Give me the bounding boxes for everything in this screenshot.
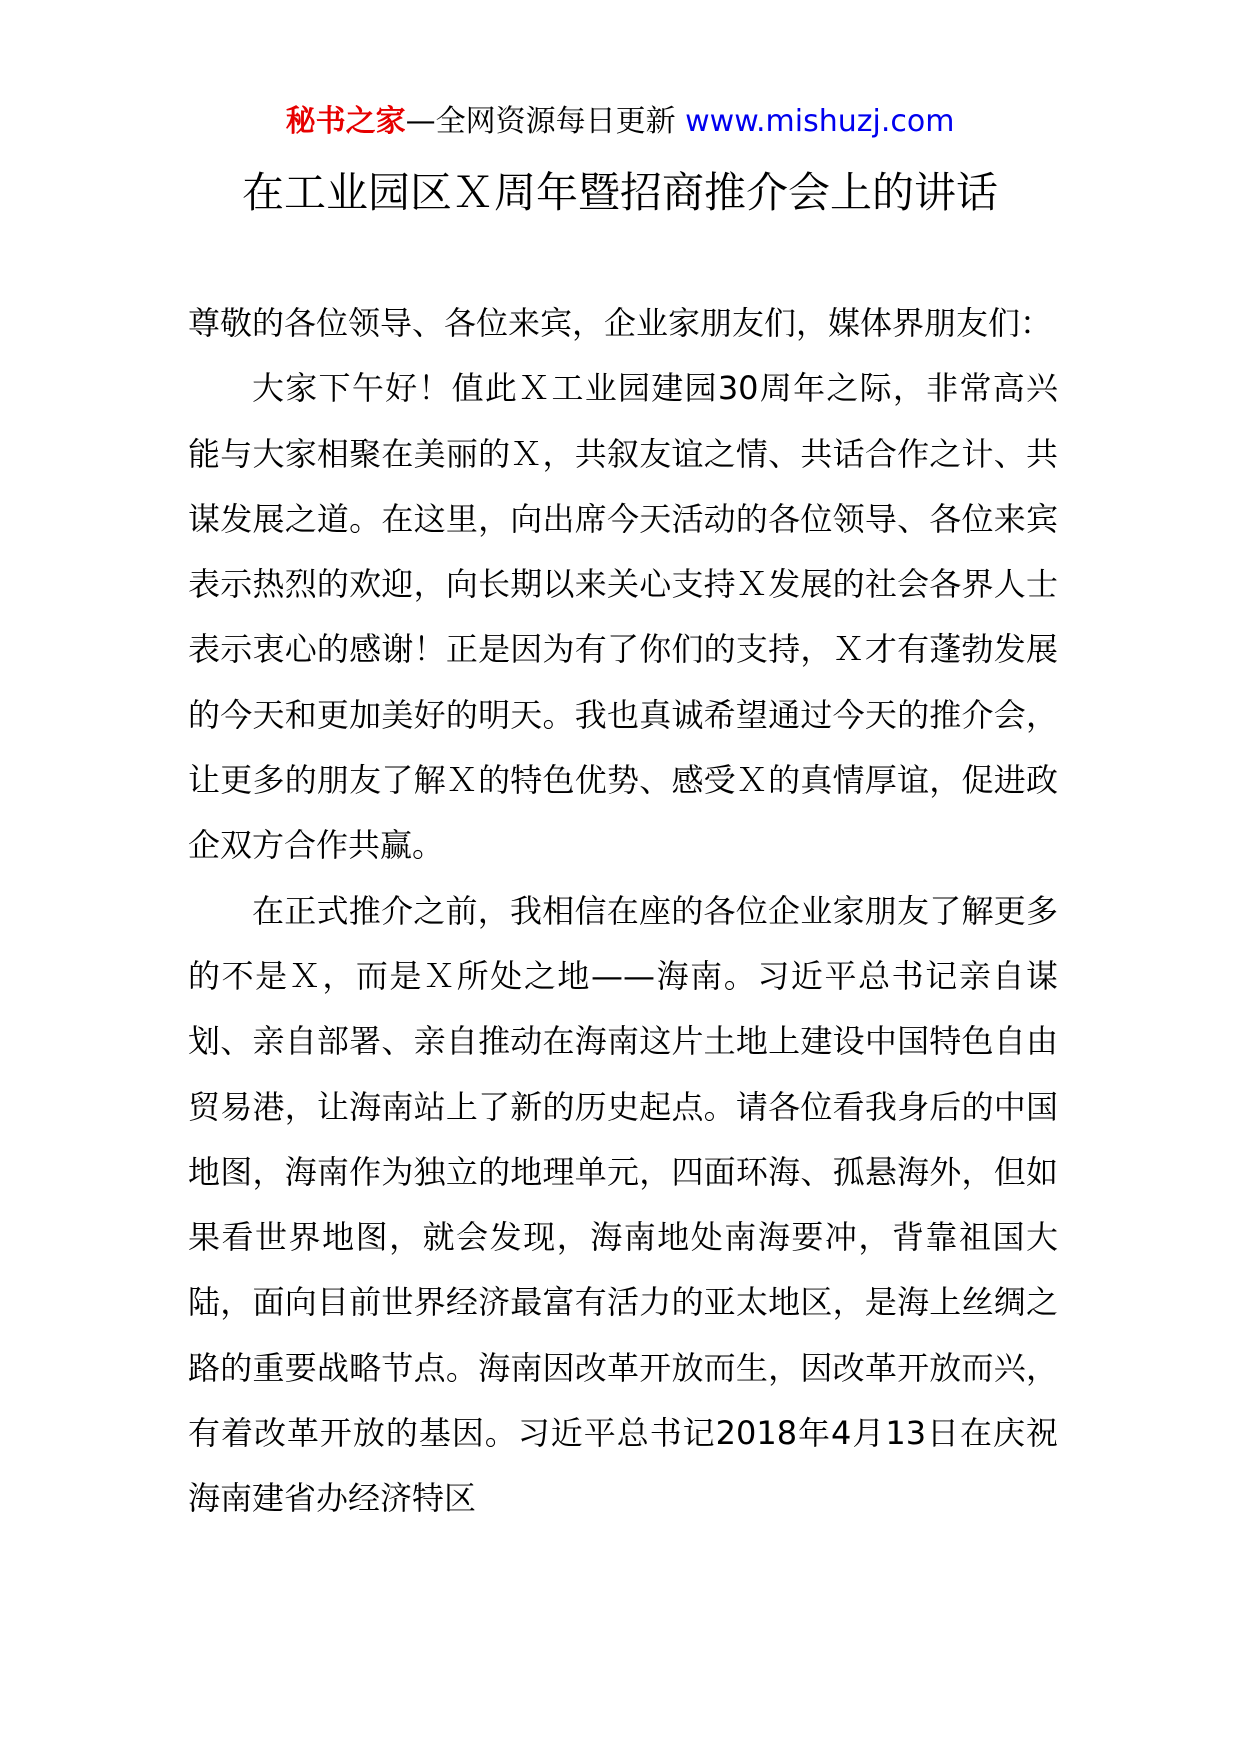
document-body <box>188 291 1058 1532</box>
site-header <box>0 100 1240 144</box>
brand-name: 秘书之家 <box>285 104 406 139</box>
document-title: 在工业园区Ｘ周年暨招商推介会上的讲话 <box>241 168 998 217</box>
salutation: 尊敬的各位领导、各位来宾，企业家朋友们，媒体界朋友们： <box>188 304 1053 342</box>
body-paragraph: 大家下午好！值此Ｘ工业园建园30周年之际，非常高兴能与大家相聚在美丽的Ｘ，共叙友谊之情、共话合作之计、共谋发展之道。在这里，向出席今天活动的各位领导、各位来宾表示热烈的欢迎，向长期以来关心支持Ｘ发展的社会各界人士表示衷心的感谢！正是因为有了你们的支持，Ｘ才有蓬勃发展的今天和更加美好的明天。我也真诚希望通过今天的推介会，让更多的朋友了解Ｘ的特色优势、感受Ｘ的真情厚谊，促进政企双方合作共赢。 <box>188 369 1058 865</box>
body-paragraph: 在正式推介之前，我相信在座的各位企业家朋友了解更多的不是Ｘ，而是Ｘ所处之地——海南。习近平总书记亲自谋划、亲自部署、亲自推动在海南这片土地上建设中国特色自由贸易港，让海南站上了新的历史起点。请各位看我身后的中国地图，海南作为独立的地理单元，四面环海、孤悬海外，但如果看世界地图，就会发现，海南地处南海要冲，背靠祖国大陆，面向目前世界经济最富有活力的亚太地区，是海上丝绸之路的重要战略节点。海南因改革开放而生，因改革开放而兴，有着改革开放的基因。习近平总书记2018年4月13日在庆祝海南建省办经济特区 <box>188 891 1058 1518</box>
site-url-link[interactable]: www.mishuzj.com <box>685 104 955 139</box>
header-tagline: —全网资源每日更新 <box>405 104 676 139</box>
